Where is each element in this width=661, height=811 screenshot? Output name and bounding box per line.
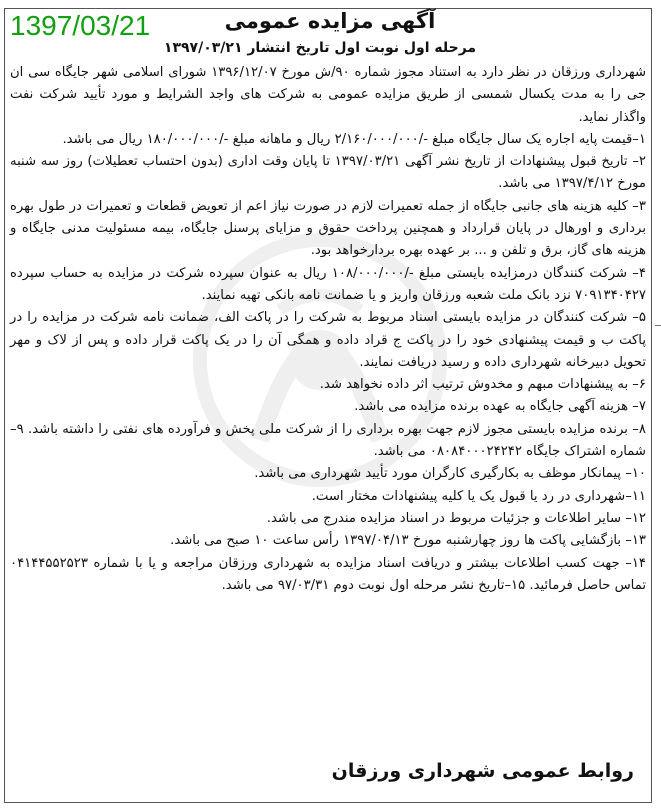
clause-4: ۴– شرکت کنندگان درمزایده بایستی مبلغ -/۱۰۸/۰۰۰/۰۰۰ ریال به عنوان سپرده شرکت در مزایده به حساب سپرده ۷۰۹۱۳۴۰۴۲۷ نزد بانک ملت شعبه ورزقان واریز و یا ضمانت نامه بانکی تهیه نمایند. [10, 265, 646, 303]
clause-10: ۱۰– پیمانکار موظف به بکارگیری کارگران مورد تأیید شهرداری می باشد. [254, 466, 646, 482]
notice-body [10, 62, 646, 597]
clause-3: ۳– کلیه هزینه های جانبی جایگاه از جمله تعمیرات لازم در صورت نیاز اعم از تعویض قطعات و تعمیرات در طول بهره برداری و اورهال در پایان قرارداد و همچنین پرداخت حقوق و مزایای پرسنل جایگاه، بیمه مسئولیت مدنی جایگاه و هزینه های گاز، برق و تلفن و ... بر عهده بهره بردارخواهد بود. [10, 198, 646, 259]
clause-7: ۷– هزینه آگهی جایگاه به عهده برنده مزایده می باشد. [354, 399, 646, 415]
publication-date-stamp: 1397/03/21 [10, 10, 151, 41]
notice-title: آگهی مزایده عمومی [224, 9, 436, 33]
clause-8-9: ۸– برنده مزایده بایستی مجوز لازم جهت بهره برداری را از شرکت ملی پخش و فرآورده های نفتی را داشته باشد. ۹– شماره اشتراک جایگاه ۰۸۰۸۴۰۰۰۲۴۲۴۲ می باشد. [10, 421, 646, 460]
clause-2: ۲– تاریخ قبول پیشنهادات از تاریخ نشر آگهی ۱۳۹۷/۰۳/۲۱ تا پایان وقت اداری (بدون احتساب تعطیلات) روز سه شنبه مورخ ۱۳۹۷/۴/۱۲ می باشد. [10, 154, 647, 192]
clause-5: ۵– شرکت کنندگان در مزایده بایستی اسناد مربوط به شرکت را در پاکت الف، ضمانت نامه شرکت در مزایده را در پاکت ب و قیمت پیشنهادی خود را در پاکت ج قراد داده و همگی آن را در یک پاکت قرار داده و پس از لاک و مهر تحویل دبیرخانه شهرداری داده و رسید دریافت نمایند. [10, 310, 646, 370]
signature-line: روابط عمومی شهرداری ورزقان [331, 760, 634, 782]
clause-14-15: ۱۴– جهت کسب اطلاعات بیشتر و دریافت اسناد مزایده به شهرداری ورزقان مراجعه و یا با شماره ۰۴۱۴۴۵۵۲۵۲۳ تماس حاصل فرمائید. ۱۵–تاریخ نشر مرحله اول نوبت دوم ۹۷/۰۳/۳۱ می باشد. [10, 555, 646, 593]
clause-6: ۶– به پیشنهادات مبهم و مخدوش ترتیب اثر داده نخواهد شد. [319, 377, 646, 393]
clause-12: ۱۲– سایر اطلاعات و جزئیات مربوط در اسناد مزایده مندرج می باشد. [266, 510, 646, 526]
clause-13: ۱۳– بازگشایی پاکت ها روز چهارشنبه مورخ ۱۳۹۷/۰۴/۱۳ رأس ساعت ۱۰ صبح می باشد. [170, 533, 646, 549]
intro-paragraph: شهرداری ورزقان در نظر دارد به استناد مجوز شماره ۹۰/ش مورخ ۱۳۹۶/۱۲/۰۷ شورای اسلامی شهر جایگاه سی ان جی را به مدت یکسال شمسی از طریق مزایده عمومی به شرکت های واجد الشرایط و مورد تأیید شرکت نفت واگذار نماید. [10, 65, 646, 125]
notice-subtitle: مرحله اول نوبت اول تاریخ انتشار ۱۳۹۷/۰۳/۲۱ [163, 40, 477, 56]
clause-11: ۱۱–شهرداری در رد یا قبول یک یا کلیه پیشنهادات مختار است. [311, 488, 646, 504]
clause-1: ۱–قیمت پایه اجاره یک سال جایگاه مبلغ -/۲/۱۶۰/۰۰۰/۰۰۰ ریال و ماهانه مبلغ -/۱۸۰/۰۰۰/۰۰۰ ریال می باشد. [62, 131, 646, 147]
page-edge-mark [655, 325, 661, 326]
